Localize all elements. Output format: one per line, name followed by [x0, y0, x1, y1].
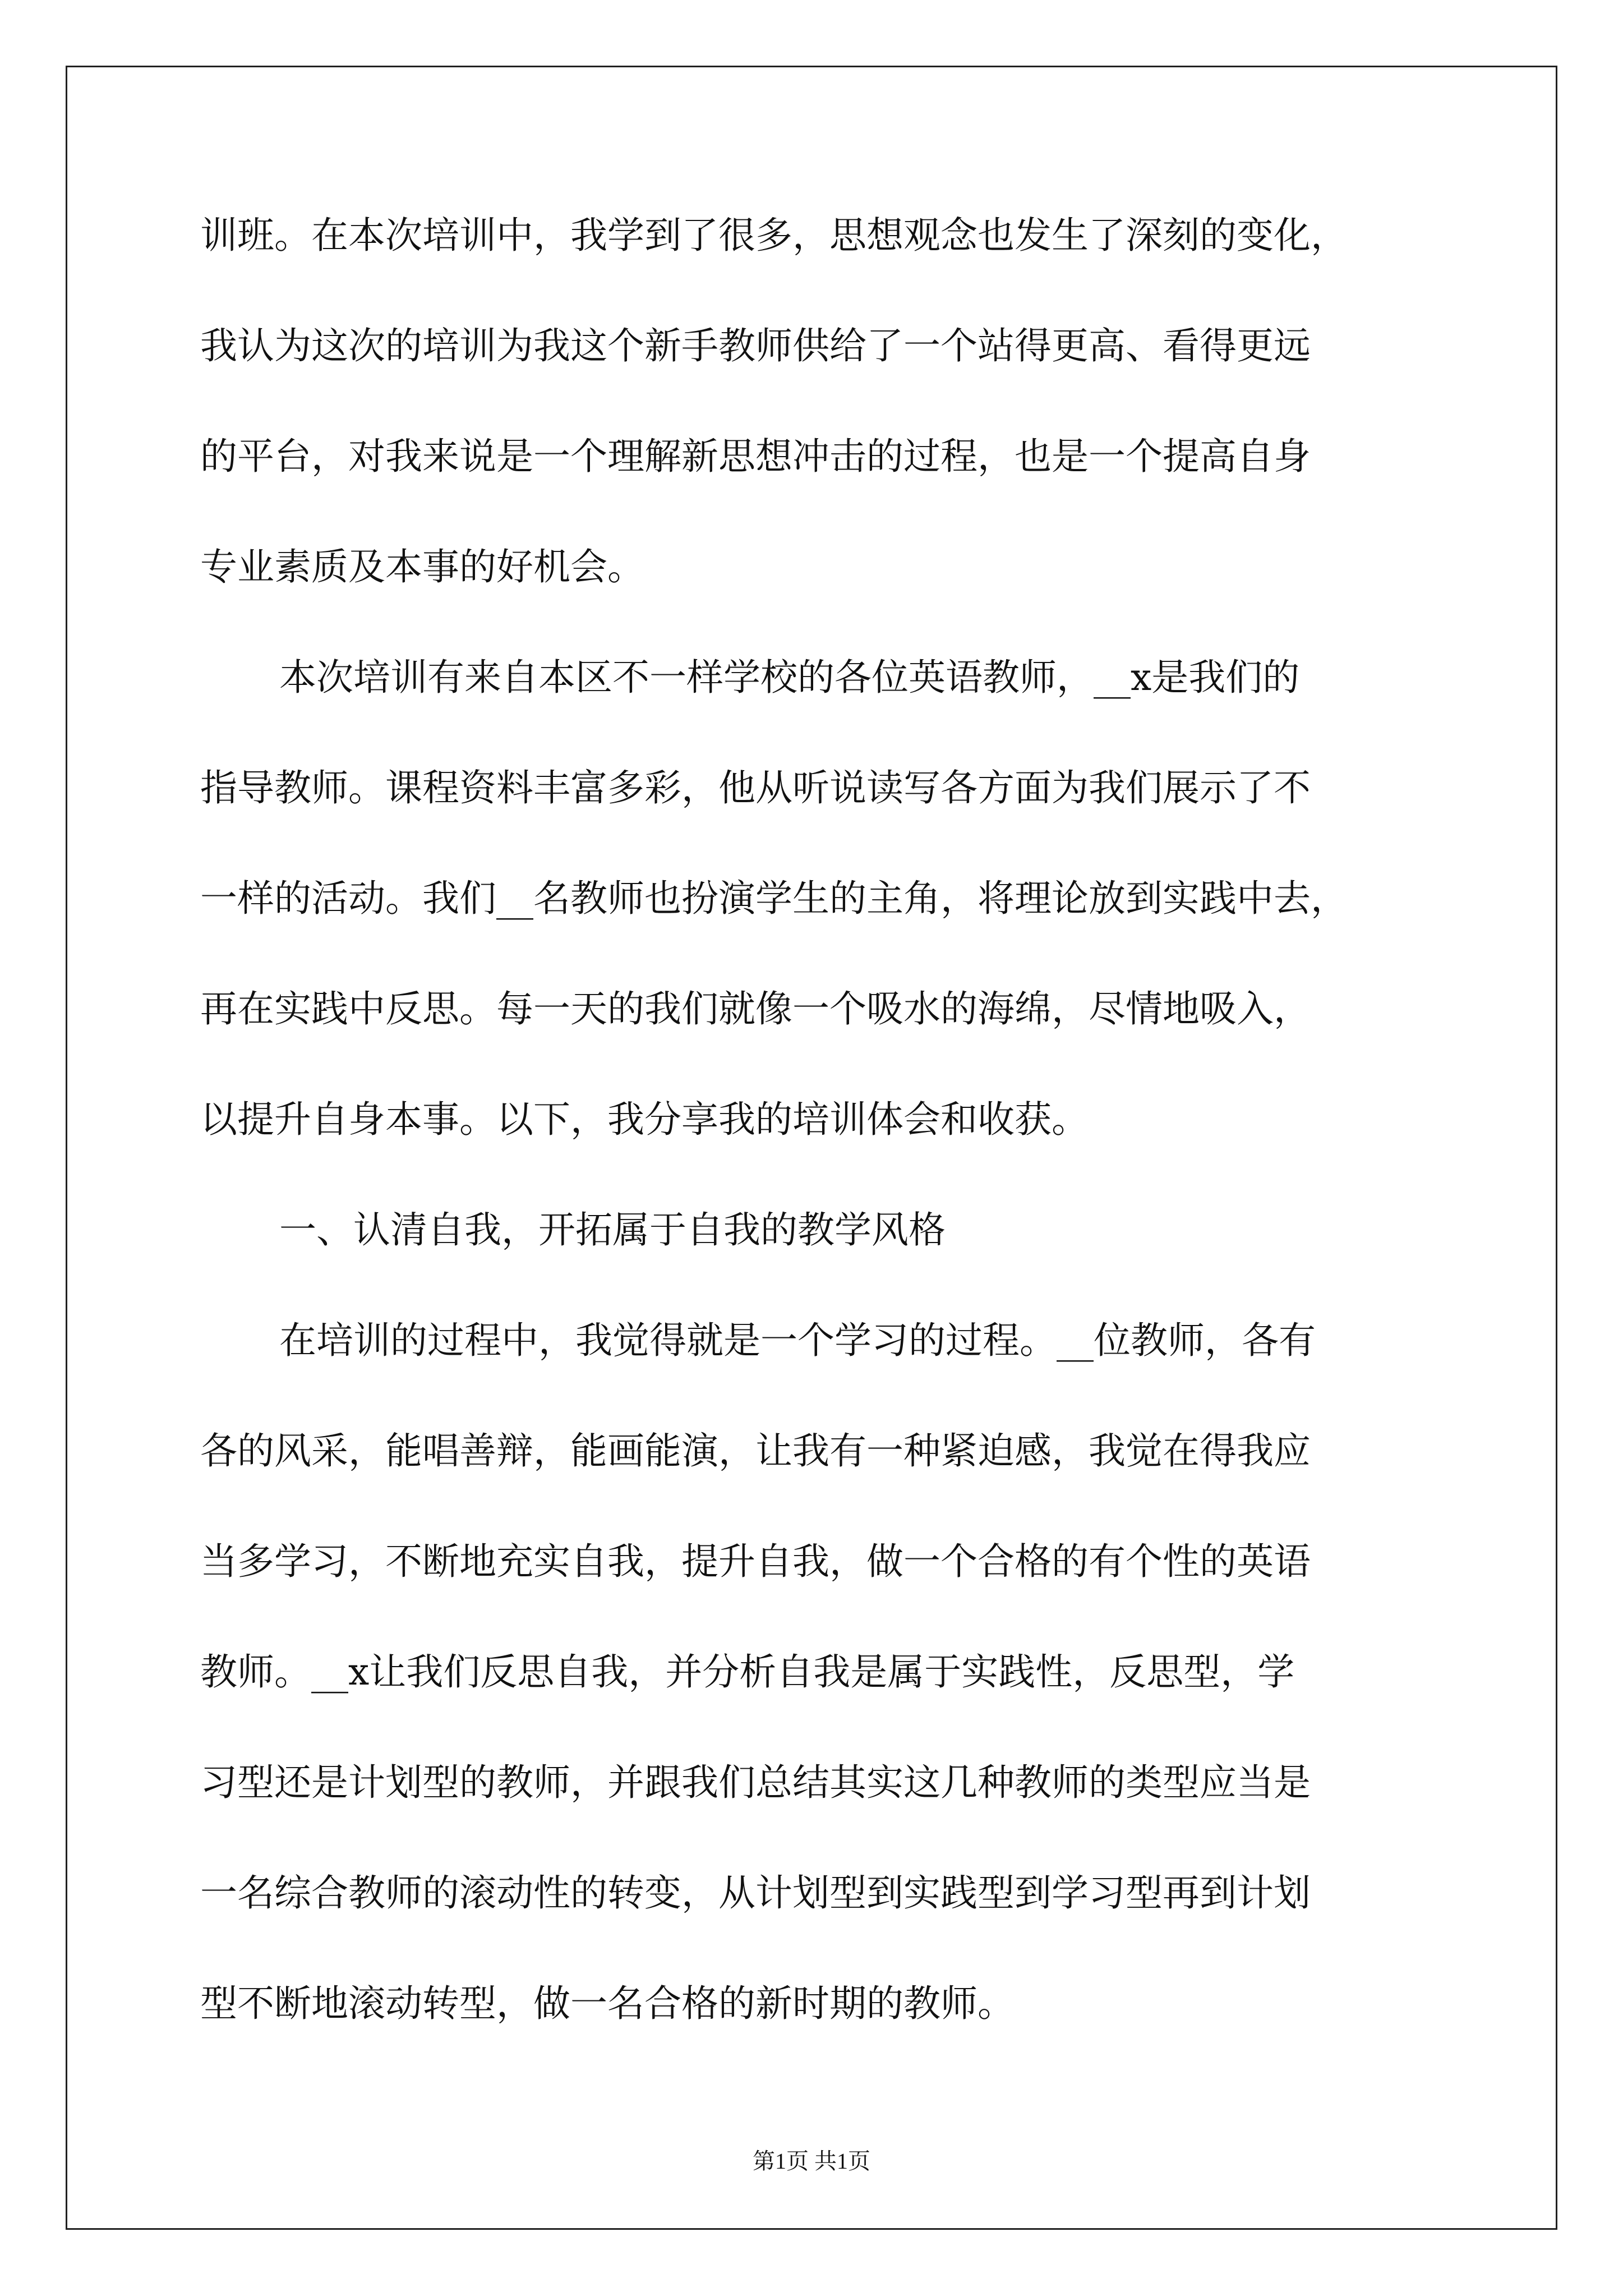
text-line: 训班。在本次培训中，我学到了很多，思想观念也发生了深刻的变化， [200, 214, 1348, 257]
text-line: 当多学习，不断地充实自我，提升自我，做一个合格的有个性的英语 [200, 1540, 1311, 1583]
text-line: 各的风采，能唱善辩，能画能演，让我有一种紧迫感，我觉在得我应 [200, 1429, 1311, 1473]
text-line: 我认为这次的培训为我这个新手教师供给了一个站得更高、看得更远 [200, 324, 1311, 367]
text-line: 教师。__x让我们反思自我，并分析自我是属于实践性，反思型，学 [200, 1650, 1295, 1694]
text-line: 再在实践中反思。每一天的我们就像一个吸水的海绵，尽情地吸入， [200, 987, 1311, 1030]
text-line: 以提升自身本事。以下，我分享我的培训体会和收获。 [200, 1098, 1089, 1141]
paragraph-start-line: 本次培训有来自本区不一样学校的各位英语教师，__x是我们的 [279, 656, 1300, 699]
text-line: 一名综合教师的滚动性的转变，从计划型到实践型到学习型再到计划 [200, 1871, 1311, 1915]
section-heading: 一、认清自我，开拓属于自我的教学风格 [279, 1208, 946, 1251]
text-line: 的平台，对我来说是一个理解新思想冲击的过程，也是一个提高自身 [200, 435, 1311, 478]
text-line: 习型还是计划型的教师，并跟我们总结其实这几种教师的类型应当是 [200, 1761, 1311, 1804]
text-line: 型不断地滚动转型，做一名合格的新时期的教师。 [200, 1982, 1015, 2025]
text-line: 一样的活动。我们__名教师也扮演学生的主角，将理论放到实践中去， [200, 877, 1348, 920]
text-line: 指导教师。课程资料丰富多彩，他从听说读写各方面为我们展示了不 [200, 766, 1311, 809]
text-line: 专业素质及本事的好机会。 [200, 545, 644, 588]
paragraph-start-line: 在培训的过程中，我觉得就是一个学习的过程。__位教师，各有 [279, 1319, 1316, 1362]
page-footer: 第1页 共1页 [753, 2148, 870, 2174]
